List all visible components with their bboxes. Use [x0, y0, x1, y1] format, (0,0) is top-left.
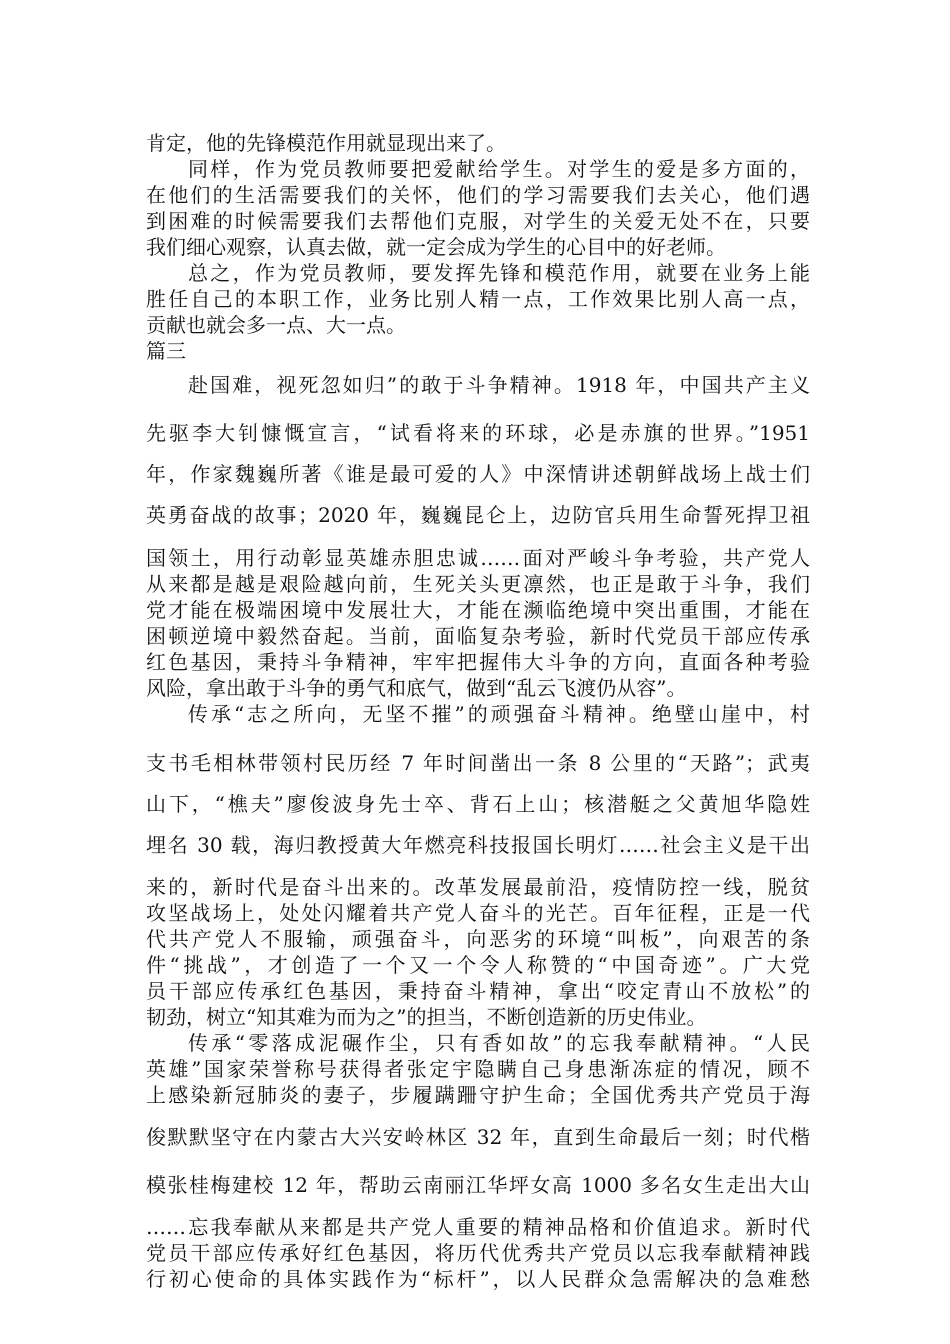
text-line: 党才能在极端困境中发展壮大，才能在濒临绝境中突出重围，才能在 — [146, 598, 810, 622]
text-line: 风险，拿出敢于斗争的勇气和底气，做到“乱云飞渡仍从容”。 — [146, 676, 687, 700]
text-line: 代共产党人不服输，顽强奋斗，向恶劣的环境“叫板”，向艰苦的条 — [146, 927, 810, 951]
text-line: 山下，“樵夫”廖俊波身先士卒、背石上山；核潜艇之父黄旭华隐姓 — [146, 792, 810, 816]
text-line: 英勇奋战的故事；2020 年，巍巍昆仑上，边防官兵用生命誓死捍卫祖 — [146, 503, 810, 527]
text-line: 传承“零落成泥碾作尘，只有香如故”的忘我奉献精神。“人民 — [188, 1031, 810, 1055]
text-line: 传承“志之所向，无坚不摧”的顽强奋斗精神。绝壁山崖中，村 — [188, 702, 810, 726]
text-line: 年，作家魏巍所著《谁是最可爱的人》中深情讲述朝鲜战场上战士们 — [146, 462, 810, 486]
text-line: 从来都是越是艰险越向前，生死关头更凛然，也正是敢于斗争，我们 — [146, 572, 810, 596]
text-line: 行初心使命的具体实践作为“标杆”，以人民群众急需解决的急难愁 — [146, 1267, 810, 1291]
text-line: 英雄”国家荣誉称号获得者张定宇隐瞒自己身患渐冻症的情况，顾不 — [146, 1057, 810, 1081]
text-line: 党员干部应传承好红色基因，将历代优秀共产党员以忘我奉献精神践 — [146, 1241, 810, 1265]
text-line: 员干部应传承红色基因，秉持奋斗精神，拿出“咬定青山不放松”的 — [146, 979, 810, 1003]
text-line: 件“挑战”，才创造了一个又一个令人称赞的“中国奇迹”。广大党 — [146, 953, 810, 977]
text-line: 俊默默坚守在内蒙古大兴安岭林区 32 年，直到生命最后一刻；时代楷 — [146, 1125, 810, 1149]
text-line: 先驱李大钊慷慨宣言，“试看将来的环球，必是赤旗的世界。”1951 — [146, 421, 810, 445]
text-line: 同样，作为党员教师要把爱献给学生。对学生的爱是多方面的， — [188, 157, 810, 181]
text-line: 肯定，他的先锋模范作用就显现出来了。 — [146, 131, 506, 155]
text-line: 困顿逆境中毅然奋起。当前，面临复杂考验，新时代党员干部应传承 — [146, 624, 810, 648]
text-line: 到困难的时候需要我们去帮他们克服，对学生的关爱无处不在，只要 — [146, 209, 810, 233]
section-heading: 篇三 — [146, 339, 186, 363]
text-line: 赴国难，视死忽如归”的敢于斗争精神。1918 年，中国共产主义 — [188, 373, 810, 397]
text-line: 模张桂梅建校 12 年，帮助云南丽江华坪女高 1000 多名女生走出大山 — [146, 1173, 810, 1197]
text-line: 胜任自己的本职工作，业务比别人精一点，工作效果比别人高一点， — [146, 287, 810, 311]
text-line: 在他们的生活需要我们的关怀，他们的学习需要我们去关心，他们遇 — [146, 183, 810, 207]
text-line: 上感染新冠肺炎的妻子，步履蹒跚守护生命；全国优秀共产党员于海 — [146, 1083, 810, 1107]
text-line: 支书毛相林带领村民历经 7 年时间凿出一条 8 公里的“天路”；武夷 — [146, 751, 810, 775]
text-line: 总之，作为党员教师，要发挥先锋和模范作用，就要在业务上能 — [188, 261, 810, 285]
text-line: 埋名 30 载，海归教授黄大年燃亮科技报国长明灯……社会主义是干出 — [146, 833, 810, 857]
text-line: 红色基因，秉持斗争精神，牢牢把握伟大斗争的方向，直面各种考验 — [146, 650, 810, 674]
text-line: 国领土，用行动彰显英雄赤胆忠诚……面对严峻斗争考验，共产党人 — [146, 546, 810, 570]
text-line: 来的，新时代是奋斗出来的。改革发展最前沿，疫情防控一线，脱贫 — [146, 875, 810, 899]
text-line: ……忘我奉献从来都是共产党人重要的精神品格和价值追求。新时代 — [146, 1215, 810, 1239]
text-line: 贡献也就会多一点、大一点。 — [146, 313, 406, 337]
text-line: 攻坚战场上，处处闪耀着共产党人奋斗的光芒。百年征程，正是一代 — [146, 901, 810, 925]
text-line: 我们细心观察，认真去做，就一定会成为学生的心目中的好老师。 — [146, 235, 726, 259]
text-line: 韧劲，树立“知其难为而为之”的担当，不断创造新的历史伟业。 — [146, 1005, 707, 1029]
